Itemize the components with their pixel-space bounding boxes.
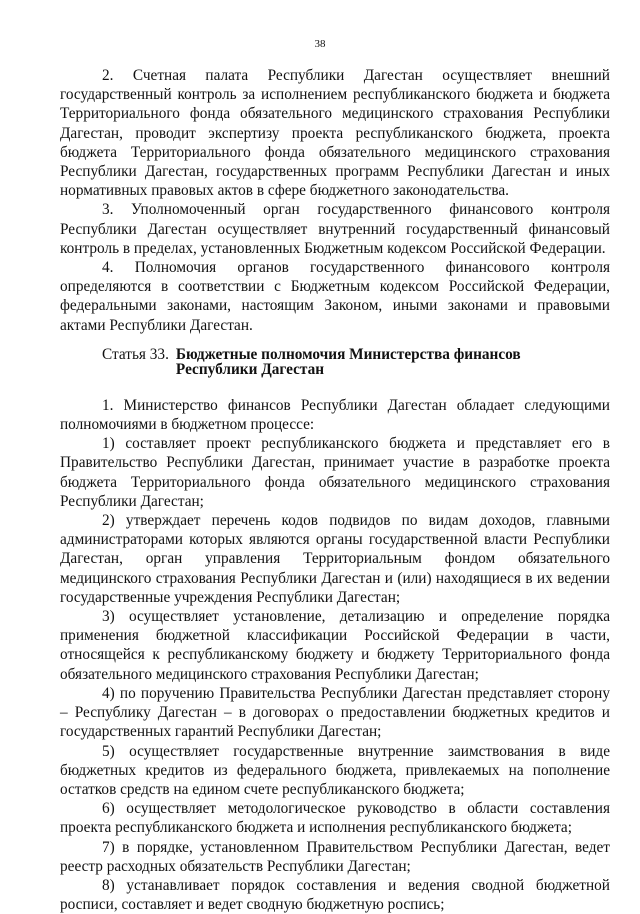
article-heading xyxy=(102,347,610,378)
list-item-6: 6) осуществляет методологическое руководство в области составления проекта республиканского бюджета и исполнения республиканского бюджета; xyxy=(60,800,610,837)
article-number: Статья 33. xyxy=(102,345,169,363)
list-item-8: 8) устанавливает порядок составления и ведения сводной бюджетной росписи, составляет и ведет сводную бюджетную роспись; xyxy=(60,876,610,914)
paragraph-2-audit-chamber: 2. Счетная палата Республики Дагестан осуществляет внешний государственный контроль за исполнением республиканского бюджета и бюджета Территориального фонда обязательного медицинского страхования Республики Дагестан, проводит экспертизу проекта республиканского бюджета, проекта бюджета Территориального фонда обязательного медицинского страхования Республики Дагестан, государственных программ Республики Дагестан и иных нормативных правовых актов в сфере бюджетного законодательства. xyxy=(60,67,610,200)
document-body xyxy=(60,66,610,914)
list-item-7: 7) в порядке, установленном Правительством Республики Дагестан, ведет реестр расходных обязательств Республики Дагестан; xyxy=(60,838,610,875)
list-item-2: 2) утверждает перечень кодов подвидов по видам доходов, главными администраторами которых являются органы государственной власти Республики Дагестан, орган управления Территориальным фондом обязательного медицинского страхования Республики Дагестан и (или) находящиеся в их ведении государственные учреждения Республики Дагестан; xyxy=(60,512,610,606)
paragraph-1-ministry-powers: 1. Министерство финансов Республики Дагестан обладает следующими полномочиями в бюджетном процессе: xyxy=(60,396,610,434)
paragraph-4-control-powers: 4. Полномочия органов государственного финансового контроля определяются в соответствии с Бюджетным кодексом Российской Федерации, федеральными законами, настоящим Законом, иными законами и правовыми актами Республики Дагестан. xyxy=(60,259,610,334)
page-number: 38 xyxy=(314,38,326,50)
article-title-line-1: Бюджетные полномочия Министерства финансов xyxy=(175,345,521,363)
paragraph-3-financial-control-body: 3. Уполномоченный орган государственного финансового контроля Республики Дагестан осуществляет внутренний государственный финансовый контроль в пределах, установленных Бюджетным кодексом Российской Федерации. xyxy=(60,201,610,257)
list-item-4: 4) по поручению Правительства Республики Дагестан представляет сторону – Республику Дагестан – в договорах о предоставлении бюджетных кредитов и государственных гарантий Республики Дагестан; xyxy=(60,684,610,741)
list-item-5: 5) осуществляет государственные внутренние заимствования в виде бюджетных кредитов из федерального бюджета, привлекаемых на пополнение остатков средств на едином счете республиканского бюджета; xyxy=(60,742,610,798)
list-item-3: 3) осуществляет установление, детализацию и определение порядка применения бюджетной классификации Российской Федерации в части, относящейся к республиканскому бюджету и бюджету Территориального фонда обязательного медицинского страхования Республики Дагестан; xyxy=(60,608,610,683)
article-title-line-2: Республики Дагестан xyxy=(175,361,325,379)
article-title xyxy=(176,347,610,378)
list-item-1: 1) составляет проект республиканского бюджета и представляет его в Правительство Республики Дагестан, принимает участие в разработке проекта бюджета Территориального фонда обязательного медицинского страхования Республики Дагестан; xyxy=(60,435,610,510)
